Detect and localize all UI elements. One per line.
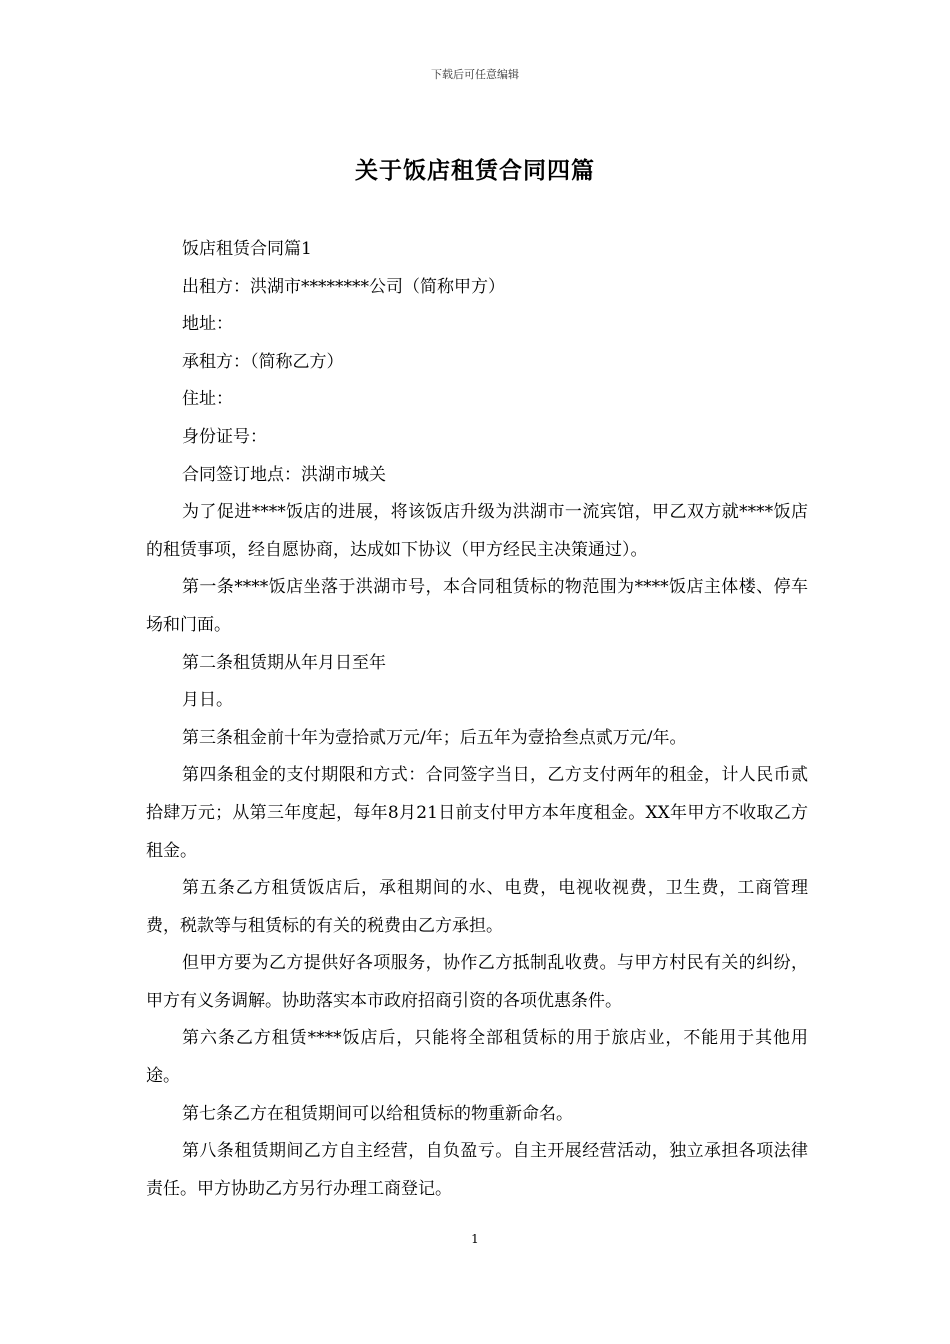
document-title: 关于饭店租赁合同四篇 <box>355 157 595 184</box>
paragraph-signing-place: 合同签订地点：洪湖市城关 <box>182 464 386 485</box>
paragraph-article-8: 第八条租赁期间乙方自主经营，自负盈亏。自主开展经营活动，独立承担各项法律责任。甲方协助乙方另行办理工商登记。 <box>146 1141 808 1199</box>
paragraph-article-5-cont: 但甲方要为乙方提供好各项服务，协作乙方抵制乱收费。与甲方村民有关的纠纷，甲方有义务调解。协助落实本市政府招商引资的各项优惠条件。 <box>146 953 808 1011</box>
paragraph-id-number: 身份证号： <box>182 426 267 447</box>
header-note: 下载后可任意编辑 <box>431 68 519 81</box>
paragraph-contract-heading: 饭店租赁合同篇1 <box>182 239 312 259</box>
paragraph-article-7: 第七条乙方在租赁期间可以给租赁标的物重新命名。 <box>182 1103 573 1124</box>
paragraph-article-1: 第一条****饭店坐落于洪湖市号，本合同租赁标的物范围为****饭店主体楼、停车场和门面。 <box>146 577 808 635</box>
paragraph-lessee-residence: 住址： <box>182 389 233 410</box>
paragraph-lessee: 承租方：（简称乙方） <box>182 351 344 372</box>
paragraph-article-5: 第五条乙方租赁饭店后，承租期间的水、电费，电视收视费，卫生费，工商管理费，税款等与租赁标的有关的税费由乙方承担。 <box>146 878 808 936</box>
paragraph-lessor-address: 地址： <box>182 314 233 335</box>
paragraph-article-4: 第四条租金的支付期限和方式：合同签字当日，乙方支付两年的租金，计人民币贰拾肆万元；从第三年度起，每年8月21日前支付甲方本年度租金。XX年甲方不收取乙方租金。 <box>146 765 808 861</box>
page-number: 1 <box>471 1232 479 1246</box>
paragraph-preamble: 为了促进****饭店的进展，将该饭店升级为洪湖市一流宾馆，甲乙双方就****饭店的租赁事项，经自愿协商，达成如下协议（甲方经民主决策通过）。 <box>146 502 808 560</box>
paragraph-lessor: 出租方：洪湖市********公司（简称甲方） <box>182 276 505 297</box>
paragraph-article-6: 第六条乙方租赁****饭店后，只能将全部租赁标的用于旅店业，不能用于其他用途。 <box>146 1028 808 1087</box>
paragraph-article-2: 第二条租赁期从年月日至年 <box>182 652 386 673</box>
document-body <box>146 231 808 1208</box>
paragraph-article-3: 第三条租金前十年为壹拾贰万元/年；后五年为壹拾叁点贰万元/年。 <box>182 727 687 748</box>
paragraph-article-2-cont: 月日。 <box>182 690 233 711</box>
